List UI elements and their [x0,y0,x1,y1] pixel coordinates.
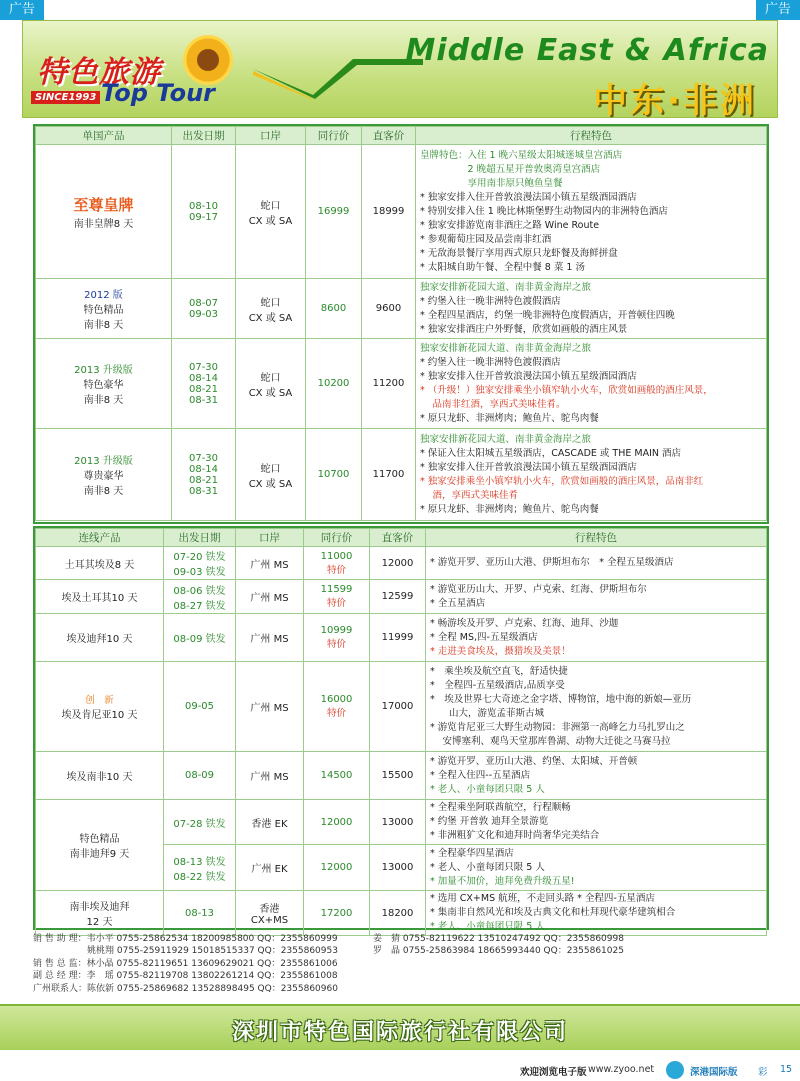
features-cell [426,800,767,845]
feature-line: * 老人、小童每团只限 5 人 [430,921,545,932]
port-cell: 广州 MS [236,662,304,752]
features-cell [426,580,767,614]
feature-line: 享用南非原只鲍鱼皇餐 [420,177,563,189]
contact-line: 姜 猜 0755-82119622 13510247492 QQ：2355860998 [373,934,624,944]
product-type: 尊贵豪华 [83,471,124,482]
airline: CX 或 SA [248,312,293,324]
product-cell [36,891,164,936]
feature-line: * 游览肯尼亚三大野生动物园：非洲第一高峰乞力马扎罗山之 [430,721,685,733]
peer-price: 10200 [306,339,362,429]
product-name: 南非皇牌8 天 [73,218,134,230]
date: 08-21 [188,474,219,486]
special-price-tag: 特价 [326,564,346,576]
feature-line: * 原只龙虾、非洲烤肉；鲍鱼片、鸵鸟肉餐 [420,503,599,515]
contact-line: 姚桃翔 0755-25911929 15018515337 QQ：2355860953 [33,946,338,957]
col-header: 口岸 [236,127,306,145]
feature-line: * （升级！）独家安排乘坐小镇窄轨小火车，欣赏如画般的酒庄风景， [420,384,713,396]
feature-line: * 独家安排乘坐小镇窄轨小火车，欣赏如画般的酒庄风景，品南非红 [420,475,704,487]
feature-line: 山大，游览孟菲斯古城 [430,707,545,719]
feature-line: * 加量不加价，迪拜免费升级五星! [430,875,575,887]
product-version: 2013 升级版 [74,365,133,376]
peer-price: 10700 [306,429,362,521]
multi-country-table [35,528,767,936]
contact-line: 销 售 助 理：韦小平 0755-25862534 18200985800 QQ：2355860999 [33,934,338,944]
product-version: 2013 升级版 [74,456,133,467]
port: 蛇口 [260,372,281,384]
feature-line: 皇牌特色：入住 1 晚六星级太阳城迷城皇宫酒店 [420,149,623,161]
sunflower-icon [183,35,233,85]
airline: CX 或 SA [248,215,293,227]
brand-text: 深港国际版 [690,1067,738,1078]
feature-line: * 全程四-五星级酒店,品质享受 [430,679,565,691]
table-row [36,614,767,662]
feature-line: * 独家安排入住开普敦浪漫法国小镇五星级酒园酒店 [420,191,637,203]
date: 09-03 [188,308,219,320]
product-name: 南非迪拜9 天 [69,849,130,860]
features-cell [426,845,767,891]
peer-price-cell [304,614,370,662]
special-price-tag: 特价 [326,708,346,719]
features-cell [416,279,767,339]
product-cell [36,279,172,339]
feature-line: 品南非红酒，享西式美味佳肴。 [420,398,566,410]
date: 09-17 [188,211,219,223]
table-row [36,429,767,521]
single-country-section [33,124,769,524]
dates-cell [164,800,236,845]
product-badge: 至尊皇牌 [73,195,134,214]
contact-line: 副 总 经 理：李 瑶 0755-82119708 13802261214 QQ：2355861008 [33,971,338,982]
date: 08-14 [188,372,219,384]
direct-price: 15500 [370,752,426,800]
port-cell: 广州 MS [236,752,304,800]
special-price-tag: 特价 [326,598,346,609]
feature-line: 2 晚超五星开普敦奥湾皇宫酒店 [420,163,601,175]
product-type: 特色豪华 [83,380,124,391]
port-cell [236,279,306,339]
peer-price: 14500 [304,752,370,800]
features-cell [426,662,767,752]
col-header: 出发日期 [172,127,236,145]
dates-cell [172,429,236,521]
company-banner [0,1004,800,1050]
feature-line: * 独家安排入住开普敦浪漫法国小镇五星级酒园酒店 [420,370,637,382]
table-row [36,547,767,580]
table-row [36,339,767,429]
col-header: 行程特色 [416,127,767,145]
date: 07-20 铁发 [173,552,226,563]
peer-price-cell [304,580,370,614]
port: 香港 [259,904,280,915]
feature-line: * 约堡 开普敦 迪拜全景游览 [430,816,549,827]
date: 08-14 [188,463,219,475]
date: 08-13 [184,907,215,919]
feature-line: * 游览开罗、亚历山大港、伊斯坦布尔 * 全程五星级酒店 [430,557,674,568]
feature-line: 独家安排新花园大道、南非黄金海岸之旅 [420,281,592,293]
feature-line: * 选用 CX+MS 航班，不走回头路 * 全程四-五星酒店 [430,893,655,904]
col-header: 直客价 [370,529,426,547]
product-name: 埃及土耳其10 天 [36,580,164,614]
website-link[interactable]: www.zyoo.net [588,1064,655,1075]
feature-line: 独家安排新花园大道、南非黄金海岸之旅 [420,342,592,354]
logo-since-text: SINCE1993 [31,91,100,104]
date: 08-07 [188,297,219,309]
region-title-en: Middle East & Africa [405,33,769,68]
table-row [36,580,767,614]
airline: CX 或 SA [248,478,293,490]
feature-line: * 参观葡萄庄园及品尝南非红酒 [420,233,552,245]
feature-line: * 游览开罗、亚历山大港、约堡、太阳城、开普顿 [430,755,638,767]
peer-price: 8600 [306,279,362,339]
date: 08-22 铁发 [173,871,226,883]
product-name: 埃及南非10 天 [36,752,164,800]
dates-cell [172,145,236,279]
direct-price: 11999 [370,614,426,662]
product-cell [36,429,172,521]
feature-line: 安博塞利、观鸟天堂那库鲁湖、动物大迁徙之马赛马拉 [430,735,671,747]
feature-line: * 独家安排酒庄户外野餐，欣赏如画般的酒庄风景 [420,323,628,335]
company-logo [31,33,251,113]
feature-line: * 全程 MS,四-五星级酒店 [430,631,538,643]
table-row [36,279,767,339]
table-row [36,145,767,279]
port-cell: 广州 MS [236,614,304,662]
product-cell [36,800,164,891]
dates-cell [172,279,236,339]
ad-label-left: 广告 [0,0,44,20]
table-row [36,891,767,936]
direct-price: 17000 [370,662,426,752]
peer-price: 16000 [320,694,353,705]
col-header: 连线产品 [36,529,164,547]
port-cell [236,339,306,429]
dates-cell [164,547,236,580]
single-country-table [35,126,767,521]
col-header: 出发日期 [164,529,236,547]
feature-line: * 太阳城自助午餐、全程中餐 8 菜 1 汤 [420,261,585,273]
peer-price: 11599 [320,584,353,595]
contact-line: 销 售 总 监：林小晶 0755-82119651 13609629021 QQ：2355861006 [33,958,338,969]
feature-line: * 保证入住太阳城五星级酒店，CASCADE 或 THE MAIN 酒店 [420,447,682,459]
dates-cell [164,891,236,936]
port-cell [236,145,306,279]
feature-line: * 老人、小童每团只限 5 人 [430,783,545,795]
feature-line: * 无敌海景餐厅享用西式原只龙虾餐及海鲜拼盘 [420,247,618,259]
product-type: 特色精品 [83,305,124,316]
feature-line: * 约堡入往一晚非洲特色渡假酒店 [420,356,561,368]
table-row [36,752,767,800]
direct-price: 13000 [370,800,426,845]
date: 08-06 铁发 [173,585,226,597]
date: 08-09 铁发 [173,634,226,645]
direct-price: 18200 [370,891,426,936]
page-number: 15 [780,1064,793,1075]
logo-cn-text: 特色旅游 [37,55,161,90]
peer-price-cell [304,547,370,580]
peer-price: 17200 [304,891,370,936]
multi-country-section [33,526,769,930]
dates-cell [164,662,236,752]
feature-line: * 特别安排入住 1 晚比林斯堡野生动物园内的非洲特色酒店 [420,205,668,217]
dates-cell [164,580,236,614]
bottom-bar [0,1060,800,1081]
peer-price: 12000 [304,800,370,845]
dates-cell [172,339,236,429]
table-row [36,800,767,845]
dates-cell [164,614,236,662]
feature-line: * 乘坐埃及航空直飞，舒适快捷 [430,665,568,677]
welcome-text: 欢迎浏览电子版 [520,1067,587,1078]
feature-line: 酒，享西式美味佳肴 [420,489,519,501]
product-name: 埃及迪拜10 天 [36,614,164,662]
date: 08-21 [188,383,219,395]
features-cell [426,614,767,662]
dates-cell [164,845,236,891]
peer-price: 11000 [320,550,353,562]
product-name: 南非8 天 [83,320,124,331]
special-price-tag: 特价 [326,639,346,650]
feature-line: * 全程入住四--五星酒店 [430,769,531,781]
feature-line: * 约堡入往一晚非洲特色渡假酒店 [420,295,561,307]
date: 07-30 [188,452,219,464]
color-label: 彩 [758,1067,768,1078]
col-header: 口岸 [236,529,304,547]
features-cell [416,145,767,279]
feature-line: * 集南非自然风光和埃及古典文化和杜拜现代豪华建筑相合 [430,907,676,918]
product-version: 2012 版 [84,290,123,301]
product-type: 特色精品 [79,834,120,845]
feature-line: * 游览亚历山大、开罗、卢克索、红海、伊斯坦布尔 [430,583,647,595]
date: 08-10 [188,200,219,212]
date: 08-31 [188,394,219,406]
feature-line: * 埃及世界七大奇迹之金字塔、博物馆，地中海的新娘—亚历 [430,693,692,705]
contact-line: 广州联系人：陈依新 0755-25869682 13528898495 QQ：2355860960 [33,983,338,994]
port: 蛇口 [260,297,281,309]
table-row [36,662,767,752]
contacts-left [33,933,403,995]
features-cell [426,547,767,580]
feature-line: * 全程豪华四星酒店 [430,847,514,859]
port-cell [236,891,304,936]
product-duration: 12 天 [86,917,113,928]
date: 09-05 [184,701,215,712]
feature-line: 独家安排新花园大道、南非黄金海岸之旅 [420,433,592,445]
page-header [22,20,778,121]
date: 08-09 [184,770,215,781]
brand-circle-icon [666,1061,684,1079]
table-header-row [36,127,767,145]
features-cell [416,339,767,429]
direct-price: 13000 [370,845,426,891]
direct-price: 12599 [370,580,426,614]
port-cell: 广州 EK [236,845,304,891]
peer-price-cell [304,662,370,752]
feature-line: * 原只龙虾、非洲烤肉；鲍鱼片、鸵鸟肉餐 [420,412,599,424]
airline: CX+MS [250,915,289,926]
date: 09-03 铁发 [173,567,226,578]
product-name: 南非埃及迪拜 [69,902,130,913]
feature-line: * 全五星酒店 [430,597,486,609]
product-name: 南非8 天 [83,486,124,497]
peer-price: 16999 [306,145,362,279]
feature-line: * 独家安排入住开普敦浪漫法国小镇五星级酒园酒店 [420,461,637,473]
company-name: 深圳市特色国际旅行社有限公司 [231,1020,568,1045]
peer-price: 12000 [304,845,370,891]
product-cell [36,339,172,429]
col-header: 直客价 [362,127,416,145]
features-cell [426,891,767,936]
port-cell [236,429,306,521]
product-cell [36,145,172,279]
port-cell: 香港 EK [236,800,304,845]
feature-line: * 非洲粗犷文化和迪拜时尚奢华完美结合 [430,830,600,841]
feature-line: * 独家安排游览南非酒庄之路 Wine Route [420,219,600,231]
ad-label-right: 广告 [756,0,800,20]
port-cell: 广州 MS [236,580,304,614]
port-cell: 广州 MS [236,547,304,580]
airline: CX 或 SA [248,387,293,399]
port: 蛇口 [260,463,281,475]
contact-line: 罗 晶 0755-25863984 18665993440 QQ：2355861025 [373,946,624,957]
features-cell [416,429,767,521]
col-header: 行程特色 [426,529,767,547]
date: 08-27 铁发 [173,600,226,612]
feature-line: * 畅游埃及开罗、卢克索、红海、迪拜、沙迦 [430,617,619,629]
col-header: 同行价 [306,127,362,145]
date: 07-30 [188,361,219,373]
peer-price: 10999 [320,625,353,636]
feature-line: * 老人、小童每团只限 5 人 [430,861,545,873]
dates-cell [164,752,236,800]
feature-line: * 全程乘坐阿联酋航空，行程顺畅 [430,802,571,813]
direct-price: 9600 [362,279,416,339]
feature-line: * 全程四星酒店，约堡一晚非洲特色度假酒店，开普顿住四晚 [420,309,675,321]
features-cell [426,752,767,800]
logo-en-text: Top Tour [101,79,215,107]
feature-line: * 走进美食埃及，摄猎埃及美景！ [430,645,571,657]
region-title-cn: 中东·非洲 [593,81,757,121]
direct-price: 11700 [362,429,416,521]
table-header-row [36,529,767,547]
port: 蛇口 [260,200,281,212]
checkmark-swoosh-icon [253,59,423,99]
col-header: 单国产品 [36,127,172,145]
col-header: 同行价 [304,529,370,547]
direct-price: 12000 [370,547,426,580]
product-name: 土耳其埃及8 天 [36,547,164,580]
date: 07-28 铁发 [173,818,226,830]
direct-price: 18999 [362,145,416,279]
date: 08-13 铁发 [173,856,226,868]
product-cell [36,662,164,752]
date: 08-31 [188,485,219,497]
direct-price: 11200 [362,339,416,429]
product-name: 南非8 天 [83,395,124,406]
contacts-right [373,933,773,958]
innovation-tag: 创 新 [85,695,114,706]
product-name: 埃及肯尼亚10 天 [61,710,138,721]
